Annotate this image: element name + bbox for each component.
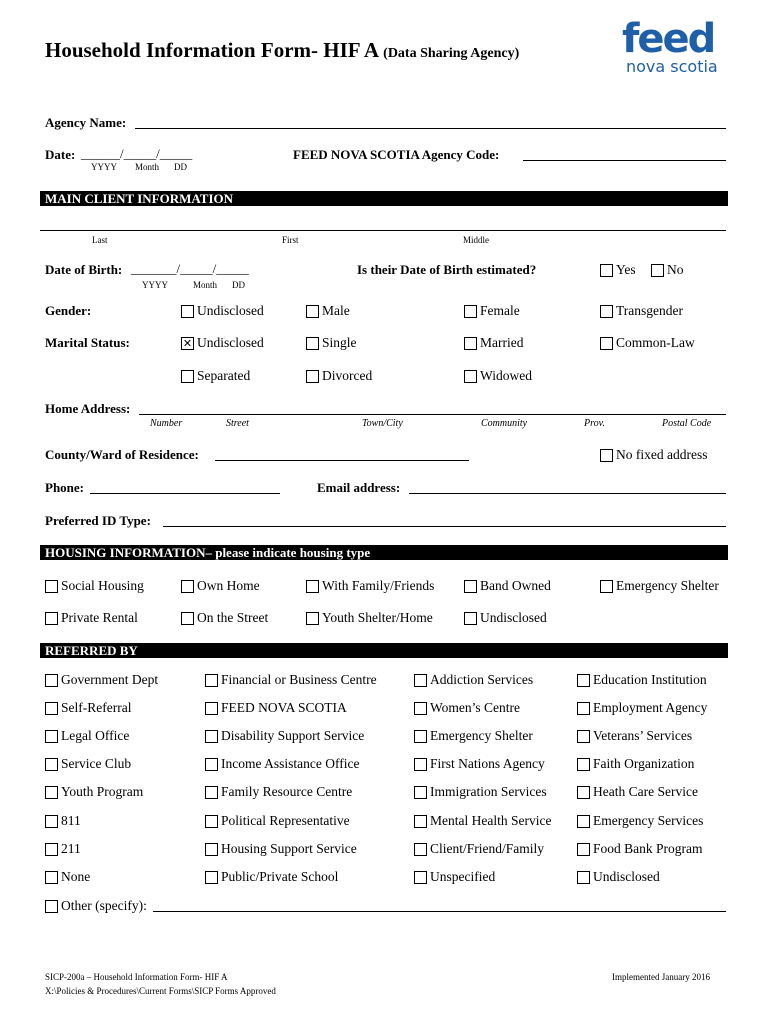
checkbox-label: Youth Program — [61, 784, 144, 799]
footer-implemented-date: Implemented January 2016 — [612, 972, 710, 982]
checkbox-box — [205, 786, 218, 799]
svg-text:nova scotia: nova scotia — [626, 57, 718, 76]
checkbox-box — [205, 871, 218, 884]
checkbox-label: Other (specify): — [61, 898, 147, 913]
housing-social-checkbox[interactable] — [45, 578, 144, 594]
checkbox-box — [414, 815, 427, 828]
checkbox-box — [45, 612, 58, 625]
checkbox-label: Own Home — [197, 578, 260, 593]
gender-male-checkbox[interactable] — [306, 303, 350, 319]
dob-field[interactable]: _______/_____/_____ — [131, 261, 249, 276]
referred-option-checkbox[interactable] — [205, 869, 338, 885]
housing-band-owned-checkbox[interactable] — [464, 578, 551, 594]
checkbox-box — [577, 786, 590, 799]
dob-label: Date of Birth: — [45, 262, 123, 277]
checkbox-label: Government Dept — [61, 672, 159, 687]
marital-divorced-checkbox[interactable] — [306, 368, 372, 384]
checkbox-label: Undisclosed — [197, 335, 264, 350]
checkbox-box — [306, 370, 319, 383]
checkbox-box — [464, 612, 477, 625]
phone-field[interactable] — [90, 493, 280, 494]
name-last-hint: Last — [92, 235, 108, 245]
referred-by-section-header: REFERRED BY — [40, 643, 728, 658]
referred-option-checkbox[interactable] — [414, 869, 495, 885]
dob-estimated-yes-checkbox[interactable] — [600, 262, 636, 278]
address-postal-hint: Postal Code — [662, 418, 712, 429]
referred-option-checkbox[interactable] — [577, 756, 694, 772]
checkbox-box — [464, 370, 477, 383]
checkbox-box — [577, 843, 590, 856]
checkbox-label: Emergency Services — [593, 813, 704, 828]
checkbox-label: Financial or Business Centre — [221, 672, 377, 687]
checkbox-label: Youth Shelter/Home — [322, 610, 433, 625]
checkbox-label: FEED NOVA SCOTIA — [221, 700, 347, 715]
county-field[interactable] — [215, 460, 469, 461]
housing-emergency-shelter-checkbox[interactable] — [600, 578, 719, 594]
referred-option-checkbox[interactable] — [414, 756, 545, 772]
checkbox-box — [600, 337, 613, 350]
referred-option-checkbox[interactable] — [205, 784, 352, 800]
housing-undisclosed-checkbox[interactable] — [464, 610, 547, 626]
referred-other-checkbox[interactable] — [45, 898, 147, 914]
housing-family-friends-checkbox[interactable] — [306, 578, 434, 594]
housing-section-header: HOUSING INFORMATION– please indicate housing type — [40, 545, 728, 560]
checkbox-box — [651, 264, 664, 277]
county-label: County/Ward of Residence: — [45, 447, 199, 462]
referred-other-field[interactable] — [153, 911, 726, 912]
checkbox-box — [577, 702, 590, 715]
housing-own-home-checkbox[interactable] — [181, 578, 260, 594]
checkbox-box — [414, 674, 427, 687]
referred-option-checkbox[interactable] — [45, 869, 90, 885]
marital-widowed-checkbox[interactable] — [464, 368, 532, 384]
checkbox-label: Single — [322, 335, 357, 350]
referred-option-checkbox[interactable] — [45, 784, 143, 800]
checkbox-box — [414, 871, 427, 884]
checkbox-box — [205, 702, 218, 715]
address-prov-hint: Prov. — [584, 418, 605, 429]
referred-option-checkbox[interactable] — [205, 813, 350, 829]
marital-status-label: Marital Status: — [45, 335, 130, 350]
checkbox-label: Employment Agency — [593, 700, 708, 715]
gender-transgender-checkbox[interactable] — [600, 303, 683, 319]
checkbox-label: 811 — [61, 813, 81, 828]
housing-youth-shelter-checkbox[interactable] — [306, 610, 433, 626]
referred-option-checkbox[interactable] — [414, 784, 547, 800]
checkbox-label: Female — [480, 303, 520, 318]
home-address-field[interactable] — [139, 414, 726, 415]
checkbox-box — [600, 264, 613, 277]
checkbox-box — [600, 449, 613, 462]
checkbox-box — [414, 730, 427, 743]
referred-option-checkbox[interactable] — [45, 700, 131, 716]
checkbox-box — [181, 305, 194, 318]
checkbox-label: Service Club — [61, 756, 132, 771]
dob-yyyy-hint: YYYY — [142, 280, 168, 290]
checkbox-label: First Nations Agency — [430, 756, 545, 771]
checkbox-box — [45, 900, 58, 913]
email-label: Email address: — [317, 480, 401, 495]
checkbox-label: Political Representative — [221, 813, 350, 828]
checkbox-box — [577, 871, 590, 884]
date-field[interactable]: ______/_____/_____ — [81, 146, 193, 161]
checkbox-label: Separated — [197, 368, 251, 383]
referred-option-checkbox[interactable] — [45, 813, 81, 829]
checkbox-label: Public/Private School — [221, 869, 339, 884]
home-address-label: Home Address: — [45, 401, 131, 416]
marital-common-law-checkbox[interactable] — [600, 335, 695, 351]
marital-single-checkbox[interactable] — [306, 335, 357, 351]
checkbox-label: Undisclosed — [197, 303, 264, 318]
checkbox-box — [205, 843, 218, 856]
checkbox-label: Social Housing — [61, 578, 144, 593]
agency-code-label: FEED NOVA SCOTIA Agency Code: — [293, 147, 500, 162]
referred-option-checkbox[interactable] — [414, 700, 520, 716]
checkbox-label: Undisclosed — [593, 869, 660, 884]
checkbox-label: No fixed address — [616, 447, 708, 462]
referred-option-checkbox[interactable] — [414, 813, 551, 829]
agency-name-label: Agency Name: — [45, 115, 127, 130]
checkbox-label: Mental Health Service — [430, 813, 552, 828]
logo-graphic — [620, 14, 730, 76]
address-town-hint: Town/City — [362, 418, 403, 429]
referred-option-checkbox[interactable] — [414, 672, 533, 688]
checkbox-label: Family Resource Centre — [221, 784, 353, 799]
referred-option-checkbox[interactable] — [414, 841, 544, 857]
checkbox-label: Education Institution — [593, 672, 707, 687]
checkbox-box — [306, 337, 319, 350]
referred-option-checkbox[interactable] — [45, 841, 81, 857]
checkbox-box — [205, 815, 218, 828]
form-title-text: Household Information Form- HIF A — [45, 38, 378, 62]
checkbox-label: Transgender — [616, 303, 683, 318]
checkbox-box — [45, 580, 58, 593]
checkbox-box — [205, 730, 218, 743]
preferred-id-field[interactable] — [163, 526, 726, 527]
address-number-hint: Number — [150, 418, 183, 429]
referred-option-checkbox[interactable] — [577, 672, 707, 688]
checkbox-box — [600, 305, 613, 318]
checkbox-label: On the Street — [197, 610, 269, 625]
checkbox-box — [45, 758, 58, 771]
checkbox-box — [181, 580, 194, 593]
referred-option-checkbox[interactable] — [577, 841, 703, 857]
client-name-field[interactable] — [40, 230, 726, 231]
checkbox-box — [45, 786, 58, 799]
checkbox-label: Private Rental — [61, 610, 138, 625]
checkbox-box — [577, 758, 590, 771]
footer-form-id: SICP-200a – Household Information Form- HIF A — [45, 972, 228, 982]
dob-dd-hint: DD — [232, 280, 245, 290]
checkbox-label: Band Owned — [480, 578, 551, 593]
checkbox-box — [306, 305, 319, 318]
referred-option-checkbox[interactable] — [205, 700, 347, 716]
phone-label: Phone: — [45, 480, 84, 495]
checkbox-box — [464, 580, 477, 593]
checkbox-label: Disability Support Service — [221, 728, 365, 743]
checkbox-label: Legal Office — [61, 728, 130, 743]
checkbox-label: Client/Friend/Family — [430, 841, 544, 856]
checkbox-label: Divorced — [322, 368, 373, 383]
address-street-hint: Street — [226, 418, 249, 429]
referred-option-checkbox[interactable] — [577, 784, 698, 800]
form-title — [45, 38, 519, 63]
checkbox-box — [414, 758, 427, 771]
checkbox-box — [464, 337, 477, 350]
dob-estimated-no-checkbox[interactable] — [651, 262, 684, 278]
referred-option-checkbox[interactable] — [45, 756, 131, 772]
checkbox-box — [577, 674, 590, 687]
checkbox-box — [205, 758, 218, 771]
checkbox-label: Housing Support Service — [221, 841, 357, 856]
address-community-hint: Community — [481, 418, 528, 429]
referred-option-checkbox[interactable] — [577, 728, 692, 744]
checkbox-label: Heath Care Service — [593, 784, 698, 799]
footer-file-path: X:\Policies & Procedures\Current Forms\SICP Forms Approved — [45, 986, 276, 996]
checkbox-label: Unspecified — [430, 869, 496, 884]
marital-separated-checkbox[interactable] — [181, 368, 250, 384]
checkbox-label: Food Bank Program — [593, 841, 703, 856]
referred-option-checkbox[interactable] — [205, 756, 359, 772]
checkbox-box — [600, 580, 613, 593]
agency-code-field[interactable] — [523, 160, 726, 161]
agency-name-field[interactable] — [135, 128, 726, 129]
checkbox-label: Addiction Services — [430, 672, 534, 687]
name-middle-hint: Middle — [463, 235, 489, 245]
checkbox-box — [205, 674, 218, 687]
date-month-hint: Month — [135, 162, 160, 172]
checkbox-checked-mark: ✕ — [182, 336, 193, 350]
checkbox-box — [45, 871, 58, 884]
checkbox-box — [45, 843, 58, 856]
marital-married-checkbox[interactable] — [464, 335, 523, 351]
date-dd-hint: DD — [174, 162, 187, 172]
checkbox-label: Immigration Services — [430, 784, 547, 799]
no-fixed-address-checkbox[interactable] — [600, 447, 707, 463]
checkbox-label: Emergency Shelter — [616, 578, 719, 593]
housing-on-street-checkbox[interactable] — [181, 610, 268, 626]
checkbox-box — [464, 305, 477, 318]
feed-nova-scotia-logo — [620, 14, 730, 76]
referred-option-checkbox[interactable] — [205, 841, 357, 857]
gender-label: Gender: — [45, 303, 92, 318]
checkbox-label: Undisclosed — [480, 610, 547, 625]
referred-option-checkbox[interactable] — [205, 672, 377, 688]
main-client-section-header: MAIN CLIENT INFORMATION — [40, 191, 728, 206]
checkbox-box — [45, 730, 58, 743]
referred-option-checkbox[interactable] — [577, 813, 703, 829]
referred-option-checkbox[interactable] — [205, 728, 364, 744]
checkbox-box — [306, 612, 319, 625]
checkbox-label: Married — [480, 335, 524, 350]
checkbox-label: Veterans’ Services — [593, 728, 693, 743]
checkbox-label: Women’s Centre — [430, 700, 521, 715]
checkbox-box — [45, 674, 58, 687]
checkbox-box — [414, 843, 427, 856]
referred-option-checkbox[interactable] — [577, 700, 707, 716]
checkbox-box — [577, 815, 590, 828]
preferred-id-label: Preferred ID Type: — [45, 513, 151, 528]
gender-undisclosed-checkbox[interactable] — [181, 303, 264, 319]
referred-option-checkbox[interactable] — [577, 869, 660, 885]
checkbox-box — [577, 730, 590, 743]
name-first-hint: First — [282, 235, 299, 245]
checkbox-label: Income Assistance Office — [221, 756, 360, 771]
checkbox-label: 211 — [61, 841, 81, 856]
checkbox-label: Common-Law — [616, 335, 695, 350]
marital-undisclosed-checkbox[interactable] — [181, 335, 264, 351]
email-field[interactable] — [409, 493, 726, 494]
svg-text:feed: feed — [622, 16, 715, 62]
dob-estimated-label: Is their Date of Birth estimated? — [357, 262, 537, 277]
housing-private-rental-checkbox[interactable] — [45, 610, 138, 626]
checkbox-label: No — [667, 262, 684, 277]
form-subtitle: (Data Sharing Agency) — [383, 46, 520, 61]
dob-month-hint: Month — [193, 280, 218, 290]
checkbox-box — [181, 370, 194, 383]
date-label: Date: — [45, 147, 76, 162]
checkbox-label: Yes — [616, 262, 636, 277]
checkbox-label: Widowed — [480, 368, 532, 383]
date-yyyy-hint: YYYY — [91, 162, 117, 172]
checkbox-box — [414, 702, 427, 715]
checkbox-label: None — [61, 869, 91, 884]
checkbox-label: Faith Organization — [593, 756, 695, 771]
checkbox-box — [306, 580, 319, 593]
referred-option-checkbox[interactable] — [414, 728, 533, 744]
checkbox-label: Emergency Shelter — [430, 728, 533, 743]
checkbox-label: Male — [322, 303, 350, 318]
checkbox-label: Self-Referral — [61, 700, 132, 715]
checkbox-box — [181, 612, 194, 625]
checkbox-box — [45, 815, 58, 828]
referred-option-checkbox[interactable] — [45, 672, 158, 688]
checkbox-box — [45, 702, 58, 715]
referred-option-checkbox[interactable] — [45, 728, 129, 744]
gender-female-checkbox[interactable] — [464, 303, 520, 319]
checkbox-box — [414, 786, 427, 799]
checkbox-label: With Family/Friends — [322, 578, 435, 593]
